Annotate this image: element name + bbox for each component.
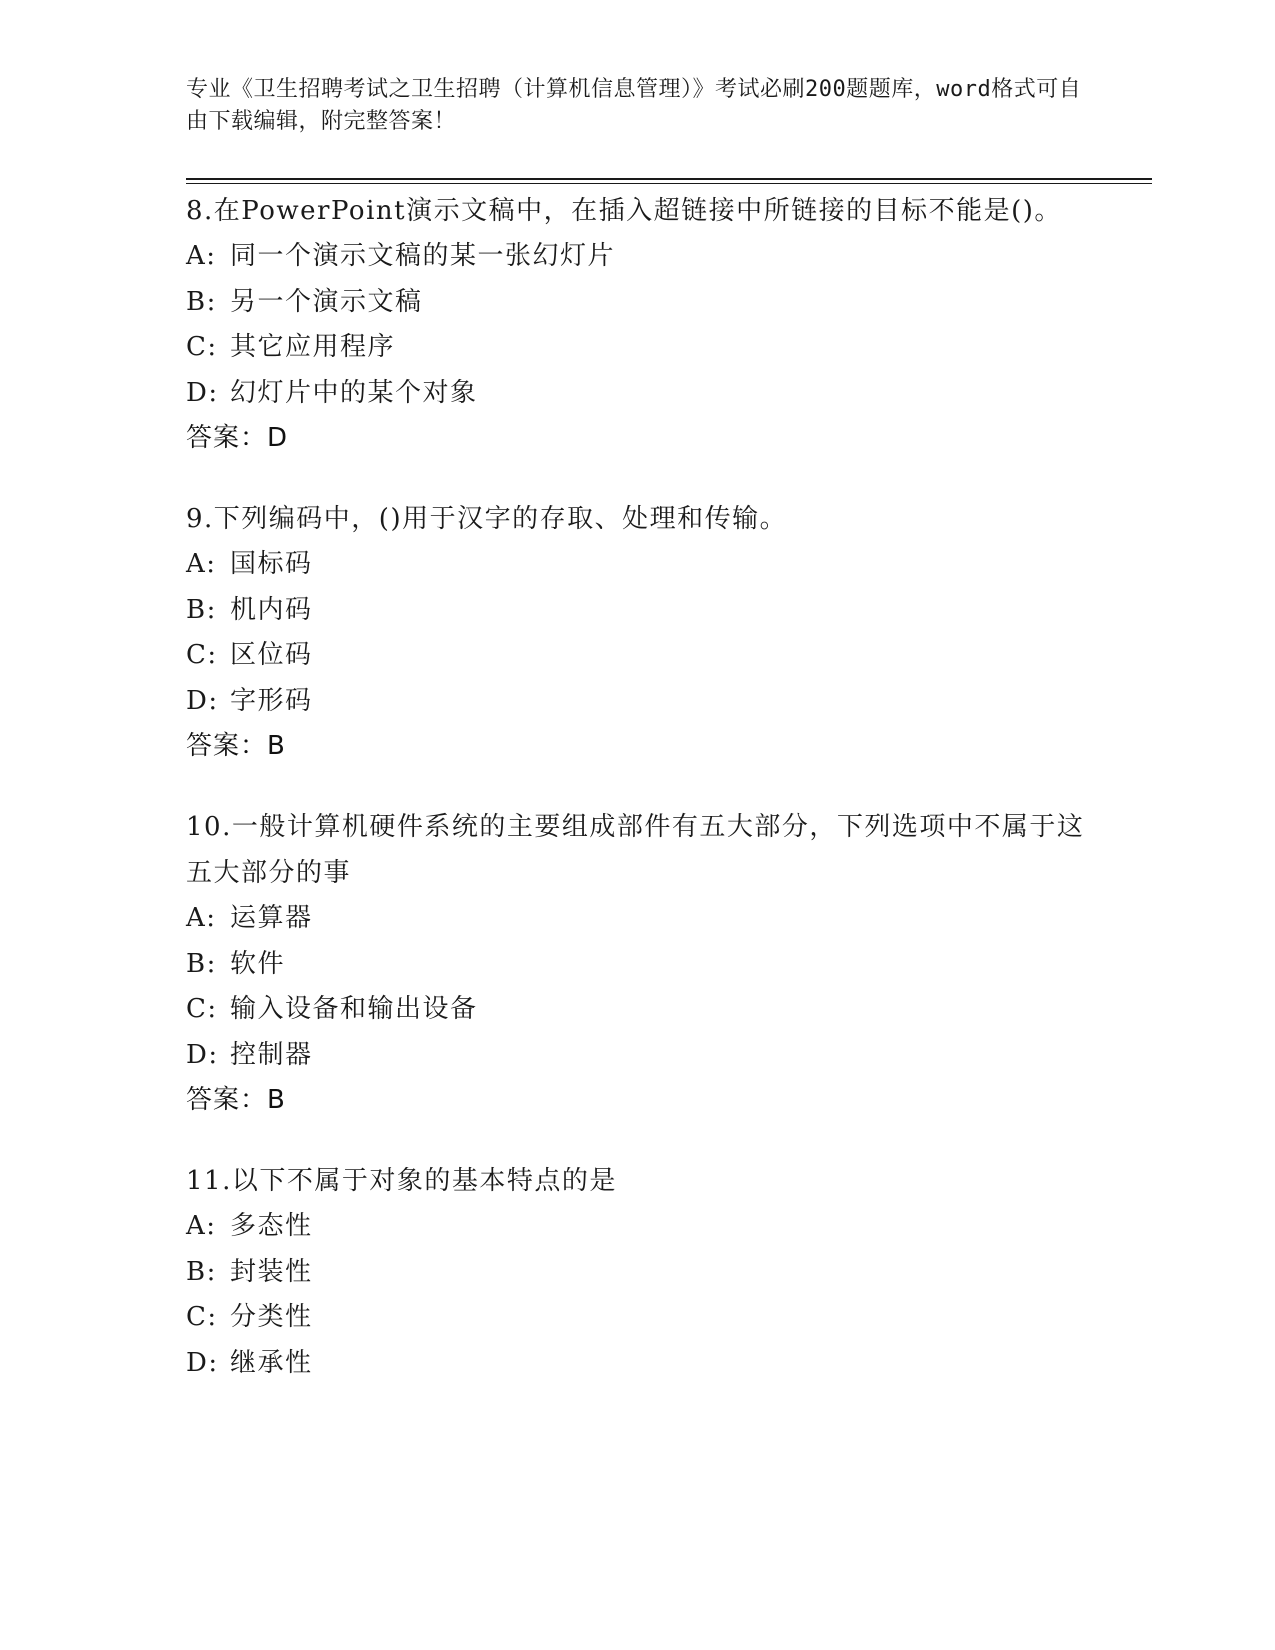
option-text: 幻灯片中的某个对象 xyxy=(230,377,478,408)
answer-line: 答案：D xyxy=(186,423,289,453)
option-text: 区位码 xyxy=(230,640,313,670)
answer-line: 答案：B xyxy=(186,1085,286,1115)
question-9 xyxy=(186,496,1146,768)
option-letter: B: xyxy=(186,1256,217,1287)
document-header: 专业《卫生招聘考试之卫生招聘（计算机信息管理）》考试必刷200题题库，word格式可自由下载编辑，附完整答案！ xyxy=(186,77,1082,134)
option-letter: D: xyxy=(186,685,219,716)
option-c xyxy=(186,325,1146,371)
option-letter: C: xyxy=(186,640,218,670)
option-letter: A: xyxy=(186,241,217,271)
question-stem: 9.下列编码中，()用于汉字的存取、处理和传输。 xyxy=(186,504,788,534)
option-letter: A: xyxy=(186,903,217,933)
question-list xyxy=(186,188,1146,1422)
option-text: 另一个演示文稿 xyxy=(230,286,423,317)
question-11 xyxy=(186,1158,1146,1386)
option-a xyxy=(186,896,1146,942)
option-c xyxy=(186,633,1146,679)
option-letter: B: xyxy=(186,286,217,317)
option-letter: D: xyxy=(186,1039,219,1070)
option-text: 控制器 xyxy=(230,1039,313,1070)
option-b xyxy=(186,1250,1146,1296)
question-8 xyxy=(186,188,1146,460)
option-letter: D: xyxy=(186,377,219,408)
option-d xyxy=(186,679,1146,725)
option-a xyxy=(186,542,1146,588)
option-c xyxy=(186,1295,1146,1341)
option-letter: D: xyxy=(186,1347,219,1378)
option-a xyxy=(186,234,1146,280)
option-text: 继承性 xyxy=(230,1347,313,1378)
option-letter: C: xyxy=(186,1302,218,1332)
option-text: 其它应用程序 xyxy=(230,332,396,362)
option-d xyxy=(186,1341,1146,1387)
option-letter: C: xyxy=(186,994,218,1024)
option-text: 运算器 xyxy=(230,903,313,933)
question-stem: 8.在PowerPoint演示文稿中，在插入超链接中所链接的目标不能是()。 xyxy=(186,196,1062,226)
option-letter: B: xyxy=(186,594,217,625)
question-10 xyxy=(186,804,1146,1122)
header-rule-secondary xyxy=(186,183,1152,184)
option-text: 软件 xyxy=(230,948,286,979)
option-text: 同一个演示文稿的某一张幻灯片 xyxy=(230,241,616,271)
option-text: 多态性 xyxy=(230,1211,313,1241)
option-text: 字形码 xyxy=(230,685,313,716)
option-text: 输入设备和输出设备 xyxy=(230,994,478,1024)
option-c xyxy=(186,987,1146,1033)
answer-line: 答案：B xyxy=(186,731,286,761)
option-text: 机内码 xyxy=(230,594,313,625)
option-letter: A: xyxy=(186,549,217,579)
option-b xyxy=(186,942,1146,988)
option-b xyxy=(186,280,1146,326)
option-d xyxy=(186,1033,1146,1079)
option-text: 封装性 xyxy=(230,1256,313,1287)
option-letter: C: xyxy=(186,332,218,362)
option-d xyxy=(186,371,1146,417)
option-text: 国标码 xyxy=(230,549,313,579)
header-rule xyxy=(186,178,1152,180)
option-letter: B: xyxy=(186,948,217,979)
question-stem: 10.一般计算机硬件系统的主要组成部件有五大部分，下列选项中不属于这五大部分的事 xyxy=(186,812,1085,888)
option-letter: A: xyxy=(186,1211,217,1241)
option-text: 分类性 xyxy=(230,1302,313,1332)
question-stem: 11.以下不属于对象的基本特点的是 xyxy=(186,1166,617,1196)
option-a xyxy=(186,1204,1146,1250)
option-b xyxy=(186,588,1146,634)
